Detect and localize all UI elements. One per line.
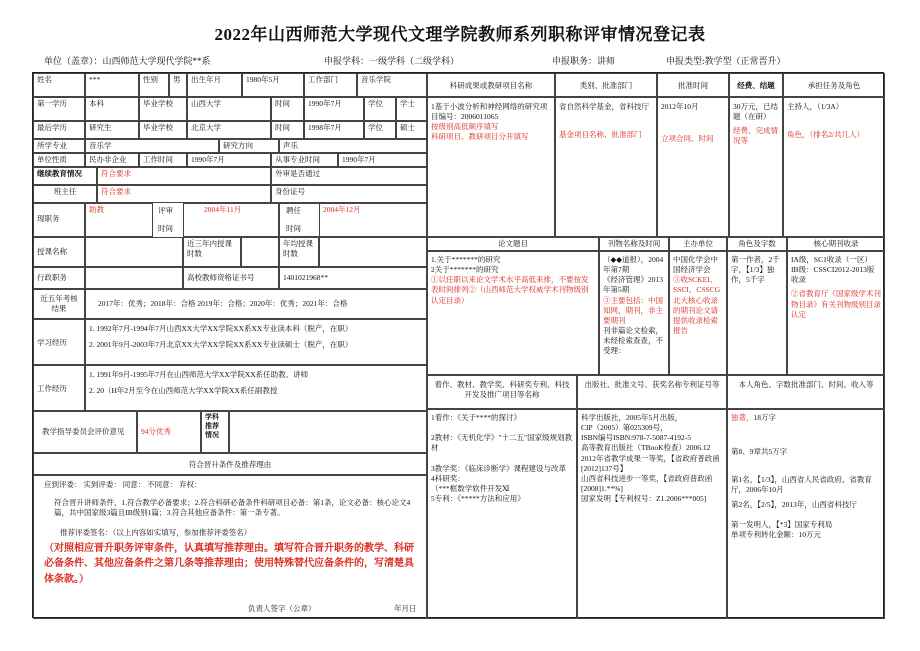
avg-value xyxy=(319,237,427,267)
position-field: 申报职务：讲师 xyxy=(552,56,616,66)
myrole-item: 第1名，【1/3】，山西省人民省政府、省教育厅，2006年10月 xyxy=(731,475,872,495)
teach-label: 从事专业时间 xyxy=(271,153,338,167)
nature-label: 单位性质 xyxy=(33,153,85,167)
host-cell xyxy=(669,251,727,375)
study-item: 2. 2001年9月-2003年7月北京XX大学XX学院XX系XX专业读硕士（脱产，在职） xyxy=(89,340,353,350)
conditions-text: 符合晋升讲师条件，1.符合教学必备要求；2.符合科研必备条件科研项目必备：第1条，论文必备：核心论文4篇，共中国家级3篇且IB级别1篇；3.符合其他应备条件：第一条专著。 xyxy=(54,498,411,518)
form-title: 2022年山西师范大学现代文理学院教师系列职称评审情况登记表 xyxy=(214,25,706,44)
header-approve: 批准时间 xyxy=(657,73,729,97)
journal-note: ③主要包括：中国知网，期刊，非主要期刊 xyxy=(603,295,663,325)
committee-value: 94分优秀 xyxy=(137,411,201,453)
exam-label: 近五年考核结果 xyxy=(33,289,85,319)
hire-label: 聘任 xyxy=(286,206,301,215)
funds-cell xyxy=(729,97,783,237)
work-label: 工作时间 xyxy=(139,153,187,167)
header-journal: 刊物名称及时间 xyxy=(599,237,669,251)
header-host: 主办单位 xyxy=(669,237,727,251)
approve-cell xyxy=(657,97,729,237)
core-note: ②省教育厅《国家级学术刊物目录》有关刊物级别目录认定 xyxy=(791,289,881,319)
dept-label: 工作部门 xyxy=(304,73,357,97)
type-field: 申报类型:教学型（正常晋升） xyxy=(666,56,786,66)
cert-label: 高校教师资格证书号 xyxy=(183,267,279,289)
avg3-label: 近三年内授课时数 xyxy=(183,237,241,267)
header-category: 类别、批准部门 xyxy=(555,73,657,97)
project-note: 按级别高低顺序填写 科研项目、教研项目分开填写 xyxy=(431,122,529,142)
funds-text: 30万元，已结题（在研） xyxy=(733,102,778,122)
summary-header: 符合晋升条件及推荐理由 xyxy=(33,453,427,475)
project-text: 1基于小波分析和神经网络的研究项目编号：2006011065 xyxy=(431,102,548,122)
degree1-label: 学位 xyxy=(364,97,396,121)
degree2-value: 硕士 xyxy=(396,121,427,139)
degree1-value: 学士 xyxy=(396,97,427,121)
role-text: 主持人，（1/3A） xyxy=(787,102,844,111)
major-value: 音乐学 xyxy=(85,139,219,153)
job-item: 1. 1991年9月-1995年7月在山西师范大学XX学院XX系任助教、讲师 xyxy=(89,370,309,379)
hire-value: 2004年12月 xyxy=(319,203,427,237)
journal-extra: 刊非篇论文检索，未经检索查查，不受理： xyxy=(603,325,663,356)
vote-counts: 应到评委： 实到评委： 同意： 不同意： 弃权： xyxy=(44,480,202,489)
category-cell xyxy=(555,97,657,237)
myrole-list xyxy=(727,409,885,619)
subject-field: 申报学科：一级学科（二级学科） xyxy=(324,56,460,66)
major-label: 所学专业 xyxy=(33,139,85,153)
recommend-label: 学科推荐情况 xyxy=(201,411,229,453)
instruction-note: （对照相应晋升职务评审条件，认真填写推荐理由。填写符合晋升职务的教学、科研必备条件、其他应备条件之第几条等推荐理由；使用特殊替代应备条件的，写清楚具体条款。） xyxy=(44,542,414,585)
birth-value: 1980年5月 xyxy=(242,73,304,97)
edu1-label: 第一学历 xyxy=(33,97,85,121)
footer-date: 年月日 xyxy=(394,604,417,613)
header-funds: 经费、结题 xyxy=(729,73,783,97)
project-cell xyxy=(427,97,555,237)
category-text: 省自然科学基金，省科技厅 xyxy=(559,102,649,111)
grad1-label: 毕业学校 xyxy=(139,97,187,121)
review-value: 2004年11月 xyxy=(183,203,279,237)
birth-label: 出生年月 xyxy=(187,73,242,97)
category-note: 基金项目名称、批准部门 xyxy=(559,130,642,140)
dept-value: 音乐学院 xyxy=(357,73,427,97)
pub-list: 科学出版社，2005年5月出版， CIP（2005）第025309号， ISBN编号ISBN:978-7-5087-4192-5 高等教育出版社（TBooK检查）2006.12 2012年省教学成果一等奖，【省政府普政函[2012]137号】 山西省科技进步一等奖，【省政府普政函[2008]1.**%] 国家发明【专利权号：Z1.2006***005] xyxy=(577,409,727,619)
study-item: 1. 1992年7月-1994年7月山西XX大学XX学院XX系XX专业读本科（脱产，在职） xyxy=(89,324,353,333)
core-cell xyxy=(787,251,885,375)
title-label: 现职务 xyxy=(33,203,85,237)
funds-note: 经费、完成情况等 xyxy=(733,126,778,146)
avg3-value xyxy=(241,237,279,267)
cert-value: 1401021968** xyxy=(279,267,427,289)
review-time-label: 时间 xyxy=(158,224,173,233)
grad1-value: 山西大学 xyxy=(187,97,271,121)
book-list: 1着作：《关于****的探讨》 2教材：《无机化学》"十二五"国家级规划教材 3教学奖：《临床诊断学》课程建设与改革 4科研奖： （***框数学软件开发Ⅺ 5专利：《*****方法和应用》 xyxy=(427,409,577,619)
course-value xyxy=(85,237,183,267)
id-label: 身份证号 xyxy=(271,185,427,203)
gender-label: 性别 xyxy=(139,73,169,97)
journal-cell xyxy=(599,251,669,375)
time2-label: 时间 xyxy=(271,121,304,139)
footer-sign: 负责人签字（公章） xyxy=(248,604,316,613)
avg-label: 年均授课时数 xyxy=(279,237,319,267)
grad2-label: 毕业学校 xyxy=(139,121,187,139)
journal-text: （◆◆道报），2004年第7期 《经济管理》2013年第5期 xyxy=(603,255,664,295)
nature-value: 民办非企业 xyxy=(85,153,139,167)
role-note: 角色，（排名2/共几人） xyxy=(787,130,865,140)
paper-text: 1.关于*******的研究 2关于*******的研究 xyxy=(431,255,501,275)
host-note: ③收SCKEI、SSCI、CSSCG北大核心收录的期刊论文请提供收录检索报告 xyxy=(673,275,721,335)
review-label: 评审 xyxy=(158,206,173,215)
admin-label: 行政职务 xyxy=(33,267,85,289)
research-value: 声乐 xyxy=(279,139,427,153)
header-myrole: 本人角色、字数批准部门、时间、收入等 xyxy=(727,375,885,409)
edu2-value: 研究生 xyxy=(85,121,139,139)
job-list xyxy=(85,365,427,411)
time1-value: 1990年7月 xyxy=(304,97,364,121)
word-text: 第一作者，2千字，【1/3】独作，5千字 xyxy=(727,251,787,375)
study-label: 学习经历 xyxy=(33,319,85,365)
role-cell xyxy=(783,97,885,237)
time1-label: 时间 xyxy=(271,97,304,121)
abroad-label: 外审是否通过 xyxy=(271,167,427,185)
unit-stamp: 单位（盖章）：山西师范大学现代学院**系 xyxy=(44,56,211,66)
gender-value: 男 xyxy=(169,73,187,97)
header-book: 着作、教材、教学奖、科研奖专利、科技开发及推广项目等名称 xyxy=(427,375,577,409)
myrole-item: 第8、9章共5万字 xyxy=(731,447,788,457)
edu1-value: 本科 xyxy=(85,97,139,121)
registration-table xyxy=(32,72,884,618)
host-text: 中国化学会中国经济学会 xyxy=(673,255,718,275)
research-label: 研究方向 xyxy=(219,139,279,153)
header-word: 角色及字数 xyxy=(727,237,787,251)
admin-value xyxy=(85,267,183,289)
header-project: 科研成果或教研项目名称 xyxy=(427,73,555,97)
head-label: 班主任 xyxy=(33,185,97,203)
grad2-value: 北京大学 xyxy=(187,121,271,139)
myrole-note: 独著， xyxy=(731,413,754,422)
committee-label: 教学指导委员会评价意见 xyxy=(33,411,137,453)
myrole-item: 第2名，【2/5】，2013年，山西省科技厅 xyxy=(731,499,857,509)
header-pub: 出版社、批准文号、获奖名称专利证号等 xyxy=(577,375,727,409)
teach-value: 1990年7月 xyxy=(338,153,427,167)
course-label: 授课名称 xyxy=(33,237,85,267)
cont-label: 继续教育情况 xyxy=(33,167,97,185)
name-value: *** xyxy=(85,73,139,97)
recommend-value xyxy=(229,411,427,453)
header-core: 核心期刊收录 xyxy=(787,237,885,251)
signature-label: 推荐评委签名：（以上内容如实填写，参加推荐评委签名） xyxy=(60,528,252,538)
head-value: 符合要求 xyxy=(97,185,271,203)
approve-text: 2012年10月 xyxy=(661,102,699,111)
paper-cell xyxy=(427,251,599,375)
work-value: 1990年7月 xyxy=(187,153,271,167)
core-text: IA级，SC1收录（一区） IB级：CSSCI2012-2013版收录 xyxy=(791,255,875,285)
hire-time-label: 时间 xyxy=(286,224,301,233)
header-role: 承担任务及角色 xyxy=(783,73,885,97)
title-value: 助教 xyxy=(85,203,153,237)
myrole-item: 第一发明人，【*3】国家专利局 单项专利转化金额：10万元 xyxy=(731,519,833,539)
degree2-label: 学位 xyxy=(364,121,396,139)
summary-body xyxy=(33,475,427,619)
exam-value: 2017年：优秀；2018年：合格 2019年：合格；2020年：优秀；2021年：合格 xyxy=(85,289,427,319)
paper-note: ①以任职以来论文学术水平高低来排，不要按发表时间排列②（山西师范大学权威学术刊物级别认定目录） xyxy=(431,275,589,305)
job-item: 2. 20（H年2月至今在山西师范大学XX学院XX系任副教授 xyxy=(89,386,278,396)
cont-value: 符合要求 xyxy=(97,167,271,185)
edu2-label: 最后学历 xyxy=(33,121,85,139)
name-label: 姓名 xyxy=(33,73,85,97)
approve-note: 立项合同、时间 xyxy=(661,134,714,144)
myrole-item: 18万字 xyxy=(753,413,776,422)
header-paper: 论文题目 xyxy=(427,237,599,251)
study-list xyxy=(85,319,427,365)
job-label: 工作经历 xyxy=(33,365,85,411)
time2-value: 1998年7月 xyxy=(304,121,364,139)
